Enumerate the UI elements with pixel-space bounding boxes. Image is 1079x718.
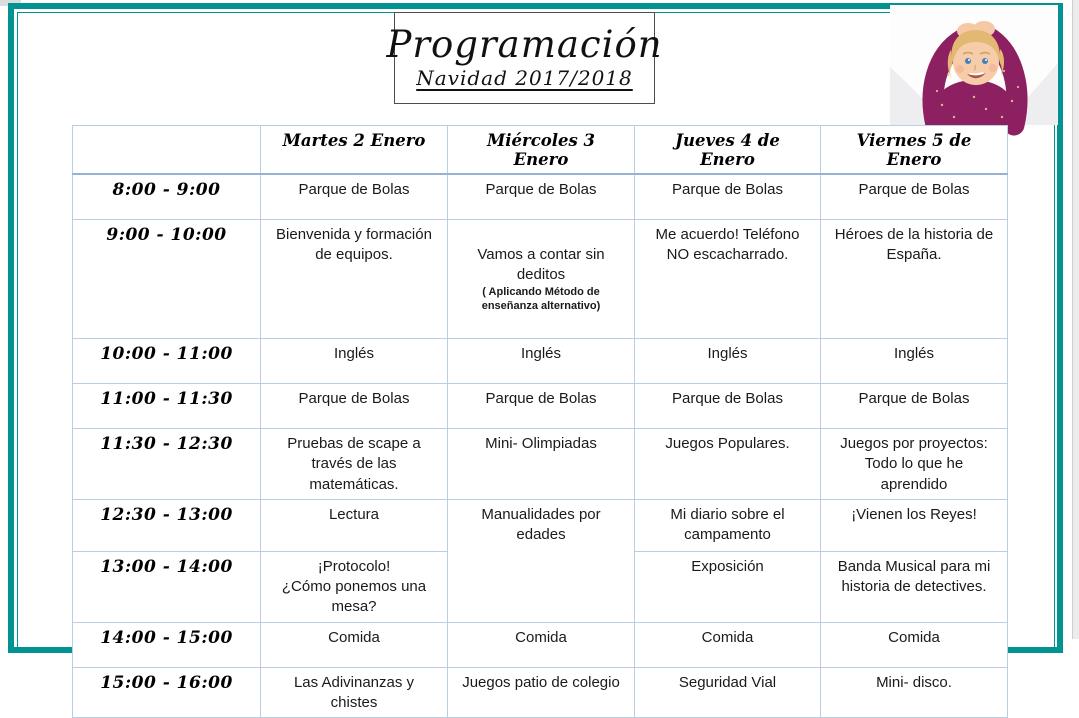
- activity-cell: Seguridad Vial: [635, 667, 821, 718]
- time-slot-label: 11:00 - 11:30: [73, 384, 261, 429]
- activity-cell: Mi diario sobre el campamento: [635, 499, 821, 551]
- page-subtitle: Navidad 2017/2018: [416, 66, 633, 91]
- time-slot-label: 10:00 - 11:00: [73, 339, 261, 384]
- time-slot-label: 12:30 - 13:00: [73, 499, 261, 551]
- activity-cell: Las Adivinanzas y chistes: [261, 667, 448, 718]
- activity-cell: Parque de Bolas: [261, 174, 448, 219]
- activity-cell: Exposición: [635, 551, 821, 622]
- activity-cell: Parque de Bolas: [448, 384, 635, 429]
- title-box: [386, 12, 663, 104]
- activity-cell: Héroes de la historia de España.: [821, 219, 1008, 339]
- activity-cell: Parque de Bolas: [821, 174, 1008, 219]
- time-slot-label: 13:00 - 14:00: [73, 551, 261, 622]
- activity-cell: Juegos por proyectos: Todo lo que he aprendido: [821, 429, 1008, 500]
- toddler-photo: [890, 5, 1058, 125]
- activity-cell: ¡Vienen los Reyes!: [821, 499, 1008, 551]
- activity-cell: Comida: [635, 622, 821, 667]
- schedule-row: [73, 339, 1008, 384]
- schedule-row: [73, 499, 1008, 551]
- activity-cell: Parque de Bolas: [448, 174, 635, 219]
- activity-cell: Juegos patio de colegio: [448, 667, 635, 718]
- header-row: [73, 126, 1008, 175]
- activity-cell: Parque de Bolas: [821, 384, 1008, 429]
- activity-cell: Lectura: [261, 499, 448, 551]
- schedule-row: [73, 384, 1008, 429]
- activity-cell-merged: Manualidades por edades: [448, 499, 635, 622]
- activity-cell: Inglés: [635, 339, 821, 384]
- activity-cell: Parque de Bolas: [635, 174, 821, 219]
- activity-cell: [448, 219, 635, 339]
- activity-cell: Inglés: [448, 339, 635, 384]
- activity-cell: Comida: [821, 622, 1008, 667]
- time-slot-label: 9:00 - 10:00: [73, 219, 261, 339]
- window-edge-right: [1072, 0, 1079, 639]
- activity-cell: Juegos Populares.: [635, 429, 821, 500]
- activity-cell: Parque de Bolas: [261, 384, 448, 429]
- column-header-martes: Martes 2 Enero: [261, 126, 448, 175]
- activity-main: Vamos a contar sin deditos: [477, 245, 605, 283]
- schedule-row: [73, 219, 1008, 339]
- schedule-row: [73, 174, 1008, 219]
- activity-cell: Mini- Olimpiadas: [448, 429, 635, 500]
- time-slot-label: 8:00 - 9:00: [73, 174, 261, 219]
- column-header-miercoles: Miércoles 3 Enero: [448, 126, 635, 175]
- column-header-viernes: Viernes 5 de Enero: [821, 126, 1008, 175]
- activity-cell: Mini- disco.: [821, 667, 1008, 718]
- time-slot-label: 14:00 - 15:00: [73, 622, 261, 667]
- page-title: Programación: [386, 22, 663, 66]
- activity-note: ( Aplicando Método de enseñanza alternativo): [481, 286, 601, 312]
- schedule-row: [73, 429, 1008, 500]
- activity-cell: Banda Musical para mi historia de detectives.: [821, 551, 1008, 622]
- activity-cell: ¡Protocolo! ¿Cómo ponemos una mesa?: [261, 551, 448, 622]
- activity-cell: Comida: [261, 622, 448, 667]
- column-header-jueves: Jueves 4 de Enero: [635, 126, 821, 175]
- time-slot-label: 11:30 - 12:30: [73, 429, 261, 500]
- activity-cell: Parque de Bolas: [635, 384, 821, 429]
- activity-cell: Bienvenida y formación de equipos.: [261, 219, 448, 339]
- activity-cell: Comida: [448, 622, 635, 667]
- schedule-table: [72, 125, 1008, 718]
- activity-cell: Pruebas de scape a través de las matemáticas.: [261, 429, 448, 500]
- column-header-time: [73, 126, 261, 175]
- schedule-row: [73, 622, 1008, 667]
- toddler-photo-illustration: [890, 5, 1058, 125]
- activity-cell: Me acuerdo! Teléfono NO escacharrado.: [635, 219, 821, 339]
- activity-cell: Inglés: [261, 339, 448, 384]
- schedule-row: [73, 667, 1008, 718]
- time-slot-label: 15:00 - 16:00: [73, 667, 261, 718]
- activity-cell: Inglés: [821, 339, 1008, 384]
